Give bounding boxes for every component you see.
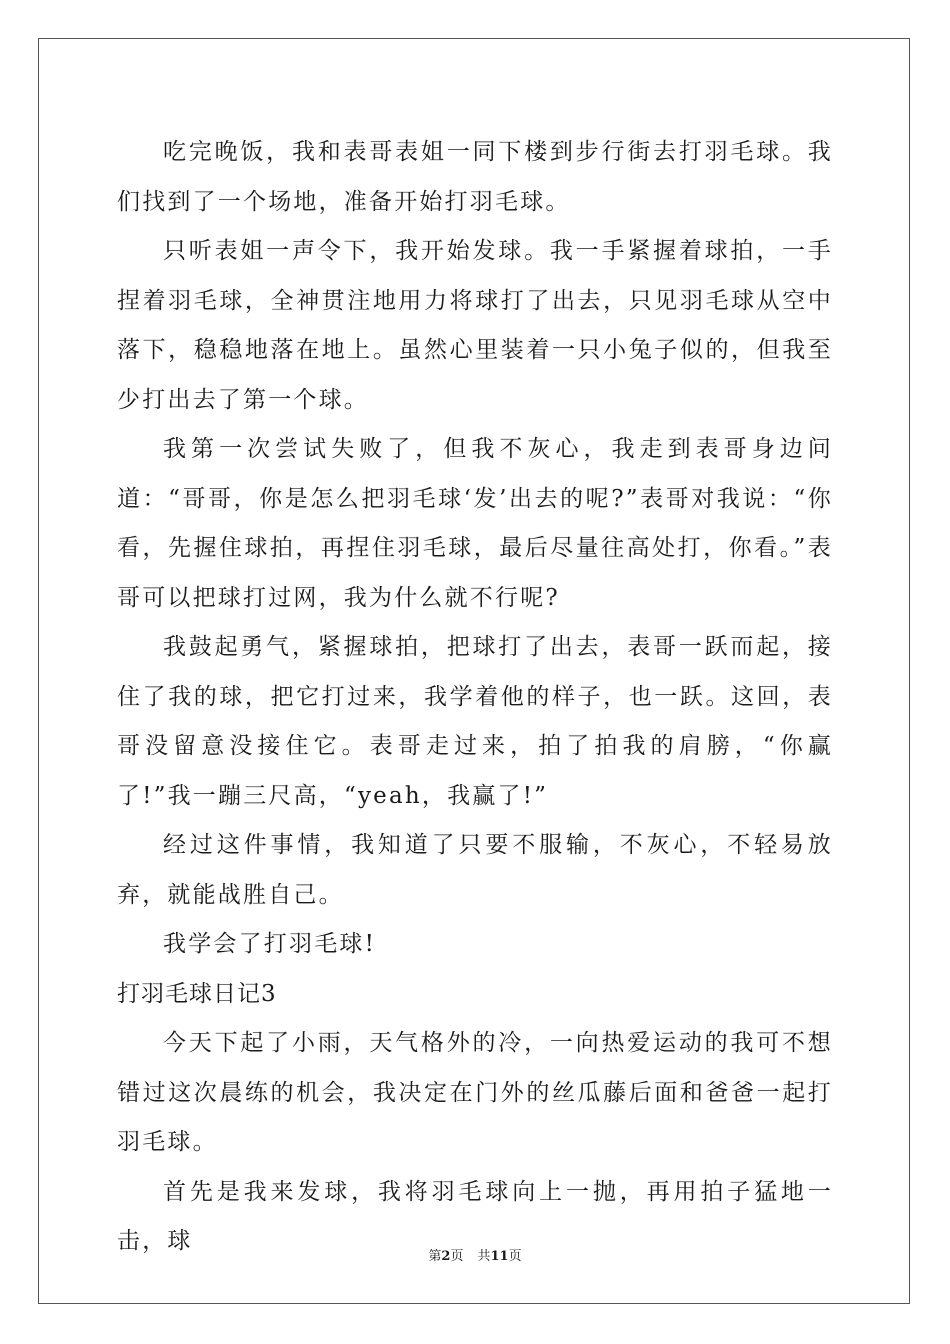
page-suffix: 页: [450, 1249, 464, 1264]
paragraph-2: 只听表姐一声令下，我开始发球。我一手紧握着球拍，一手捏着羽毛球，全神贯注地用力将球打了出去，只见羽毛球从空中落下，稳稳地落在地上。虽然心里装着一只小兔子似的，但我至少打出去了第一个球。: [117, 238, 833, 413]
total-suffix: 页: [508, 1249, 522, 1264]
page-footer: [0, 1247, 950, 1267]
paragraph-1: 吃完晚饭，我和表哥表姐一同下楼到步行街去打羽毛球。我们找到了一个场地，准备开始打羽毛球。: [117, 139, 833, 215]
page-prefix: 第: [428, 1249, 442, 1264]
document-body: [117, 128, 833, 1267]
current-page-number: 2: [441, 1249, 451, 1264]
paragraph-5: 经过这件事情，我知道了只要不服输，不灰心，不轻易放弃，就能战胜自己。: [117, 832, 833, 908]
total-prefix: 共: [477, 1249, 491, 1264]
paragraph-8: 首先是我来发球，我将羽毛球向上一抛，再用拍子猛地一击，球: [117, 1178, 833, 1254]
total-page-count: 11: [490, 1249, 509, 1264]
paragraph-3: 我第一次尝试失败了，但我不灰心，我走到表哥身边问道：“哥哥，你是怎么把羽毛球‘发’出去的呢?”表哥对我说：“你看，先握住球拍，再捏住羽毛球，最后尽量往高处打，你看。”表哥可以把球打过网，我为什么就不行呢?: [117, 436, 833, 611]
section-heading: 打羽毛球日记3: [117, 980, 277, 1007]
paragraph-6: 我学会了打羽毛球!: [163, 931, 377, 957]
paragraph-4: 我鼓起勇气，紧握球拍，把球打了出去，表哥一跃而起，接住了我的球，把它打过来，我学着他的样子，也一跃。这回，表哥没留意没接住它。表哥走过来，拍了拍我的肩膀，“你赢了!”我一蹦三尺高，“yeah，我赢了!”: [117, 634, 833, 809]
paragraph-7: 今天下起了小雨，天气格外的冷，一向热爱运动的我可不想错过这次晨练的机会，我决定在门外的丝瓜藤后面和爸爸一起打羽毛球。: [117, 1030, 833, 1155]
